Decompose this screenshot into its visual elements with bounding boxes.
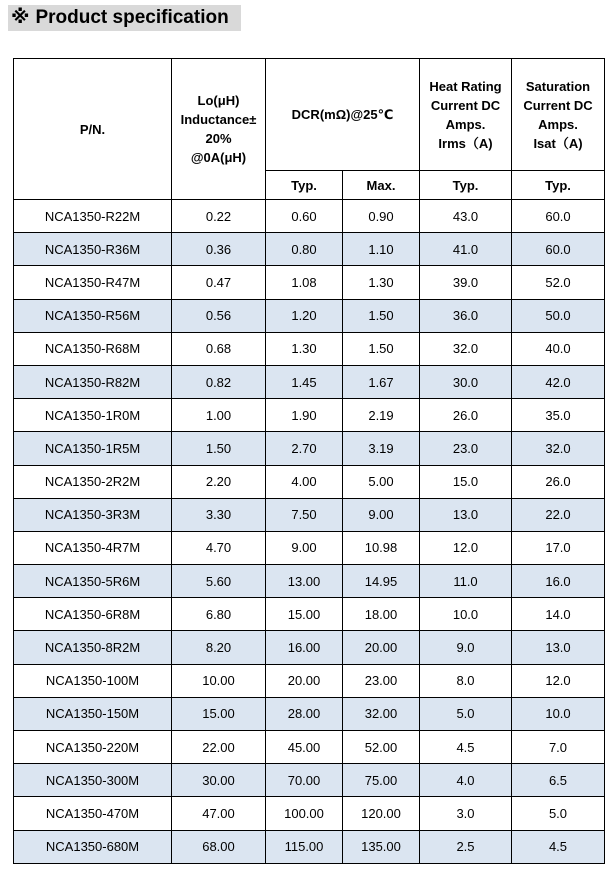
cell-dcr-typ: 70.00	[266, 764, 343, 797]
cell-dcr-max: 5.00	[343, 465, 420, 498]
cell-irms: 32.0	[420, 332, 512, 365]
cell-dcr-typ: 1.20	[266, 299, 343, 332]
cell-isat: 40.0	[512, 332, 605, 365]
spec-table-body	[14, 200, 605, 864]
cell-dcr-max: 9.00	[343, 498, 420, 531]
cell-dcr-max: 1.10	[343, 233, 420, 266]
cell-dcr-typ: 16.00	[266, 631, 343, 664]
table-row	[14, 365, 605, 398]
cell-dcr-max: 1.50	[343, 299, 420, 332]
section-title	[8, 5, 229, 31]
cell-isat: 6.5	[512, 764, 605, 797]
subheader-dcr-max: Max.	[343, 171, 420, 200]
cell-isat: 50.0	[512, 299, 605, 332]
cell-pn: NCA1350-R82M	[14, 365, 172, 398]
cell-irms: 13.0	[420, 498, 512, 531]
header-inductance: Lo(μH) Inductance± 20% @0A(μH)	[172, 59, 266, 200]
cell-inductance: 47.00	[172, 797, 266, 830]
table-row	[14, 830, 605, 863]
cell-dcr-typ: 1.45	[266, 365, 343, 398]
cell-dcr-typ: 1.30	[266, 332, 343, 365]
cell-pn: NCA1350-R56M	[14, 299, 172, 332]
header-row	[14, 59, 605, 171]
cell-dcr-typ: 1.08	[266, 266, 343, 299]
cell-pn: NCA1350-R22M	[14, 200, 172, 233]
cell-inductance: 0.47	[172, 266, 266, 299]
cell-dcr-typ: 0.60	[266, 200, 343, 233]
table-row	[14, 697, 605, 730]
cell-inductance: 0.22	[172, 200, 266, 233]
table-row	[14, 498, 605, 531]
cell-inductance: 0.36	[172, 233, 266, 266]
header-heat-rating: Heat Rating Current DC Amps. Irms（A)	[420, 59, 512, 171]
cell-dcr-max: 135.00	[343, 830, 420, 863]
table-row	[14, 764, 605, 797]
cell-pn: NCA1350-5R6M	[14, 565, 172, 598]
cell-inductance: 1.00	[172, 399, 266, 432]
cell-inductance: 1.50	[172, 432, 266, 465]
cell-irms: 30.0	[420, 365, 512, 398]
cell-pn: NCA1350-8R2M	[14, 631, 172, 664]
cell-pn: NCA1350-3R3M	[14, 498, 172, 531]
cell-dcr-typ: 4.00	[266, 465, 343, 498]
cell-isat: 13.0	[512, 631, 605, 664]
cell-isat: 16.0	[512, 565, 605, 598]
cell-dcr-typ: 0.80	[266, 233, 343, 266]
cell-inductance: 5.60	[172, 565, 266, 598]
cell-inductance: 68.00	[172, 830, 266, 863]
cell-inductance: 22.00	[172, 731, 266, 764]
cell-isat: 26.0	[512, 465, 605, 498]
cell-dcr-max: 120.00	[343, 797, 420, 830]
cell-irms: 36.0	[420, 299, 512, 332]
cell-dcr-typ: 7.50	[266, 498, 343, 531]
cell-isat: 52.0	[512, 266, 605, 299]
table-row	[14, 465, 605, 498]
cell-dcr-max: 0.90	[343, 200, 420, 233]
cell-dcr-max: 75.00	[343, 764, 420, 797]
cell-pn: NCA1350-150M	[14, 697, 172, 730]
cell-dcr-typ: 28.00	[266, 697, 343, 730]
cell-dcr-typ: 1.90	[266, 399, 343, 432]
cell-pn: NCA1350-1R0M	[14, 399, 172, 432]
table-row	[14, 531, 605, 564]
table-row	[14, 631, 605, 664]
cell-dcr-typ: 13.00	[266, 565, 343, 598]
cell-irms: 12.0	[420, 531, 512, 564]
cell-dcr-typ: 20.00	[266, 664, 343, 697]
table-row	[14, 233, 605, 266]
cell-isat: 42.0	[512, 365, 605, 398]
cell-dcr-max: 14.95	[343, 565, 420, 598]
cell-isat: 12.0	[512, 664, 605, 697]
cell-pn: NCA1350-R68M	[14, 332, 172, 365]
cell-dcr-max: 10.98	[343, 531, 420, 564]
table-row	[14, 399, 605, 432]
cell-dcr-typ: 45.00	[266, 731, 343, 764]
cell-inductance: 3.30	[172, 498, 266, 531]
header-saturation: Saturation Current DC Amps. Isat（A)	[512, 59, 605, 171]
cell-pn: NCA1350-1R5M	[14, 432, 172, 465]
reference-mark-icon: ※	[11, 7, 30, 28]
cell-irms: 2.5	[420, 830, 512, 863]
table-row	[14, 565, 605, 598]
cell-inductance: 10.00	[172, 664, 266, 697]
product-spec-table	[13, 58, 605, 864]
cell-dcr-max: 2.19	[343, 399, 420, 432]
cell-dcr-typ: 15.00	[266, 598, 343, 631]
cell-dcr-max: 32.00	[343, 697, 420, 730]
cell-irms: 3.0	[420, 797, 512, 830]
cell-dcr-max: 3.19	[343, 432, 420, 465]
cell-isat: 60.0	[512, 200, 605, 233]
cell-isat: 5.0	[512, 797, 605, 830]
cell-irms: 8.0	[420, 664, 512, 697]
cell-pn: NCA1350-220M	[14, 731, 172, 764]
cell-pn: NCA1350-100M	[14, 664, 172, 697]
cell-pn: NCA1350-300M	[14, 764, 172, 797]
cell-dcr-max: 18.00	[343, 598, 420, 631]
cell-inductance: 0.56	[172, 299, 266, 332]
cell-dcr-max: 23.00	[343, 664, 420, 697]
table-row	[14, 731, 605, 764]
cell-irms: 10.0	[420, 598, 512, 631]
cell-isat: 17.0	[512, 531, 605, 564]
cell-isat: 35.0	[512, 399, 605, 432]
header-pn: P/N.	[14, 59, 172, 200]
cell-isat: 7.0	[512, 731, 605, 764]
cell-dcr-max: 1.67	[343, 365, 420, 398]
cell-irms: 11.0	[420, 565, 512, 598]
cell-irms: 4.5	[420, 731, 512, 764]
table-row	[14, 299, 605, 332]
cell-dcr-max: 20.00	[343, 631, 420, 664]
cell-irms: 4.0	[420, 764, 512, 797]
cell-dcr-max: 1.50	[343, 332, 420, 365]
table-row	[14, 266, 605, 299]
table-row	[14, 332, 605, 365]
cell-pn: NCA1350-470M	[14, 797, 172, 830]
cell-isat: 4.5	[512, 830, 605, 863]
table-row	[14, 200, 605, 233]
cell-isat: 10.0	[512, 697, 605, 730]
table-row	[14, 797, 605, 830]
cell-inductance: 0.82	[172, 365, 266, 398]
cell-dcr-typ: 115.00	[266, 830, 343, 863]
cell-dcr-typ: 2.70	[266, 432, 343, 465]
cell-irms: 43.0	[420, 200, 512, 233]
cell-isat: 60.0	[512, 233, 605, 266]
cell-inductance: 6.80	[172, 598, 266, 631]
subheader-sat-typ: Typ.	[512, 171, 605, 200]
cell-irms: 15.0	[420, 465, 512, 498]
cell-pn: NCA1350-680M	[14, 830, 172, 863]
cell-pn: NCA1350-2R2M	[14, 465, 172, 498]
cell-irms: 41.0	[420, 233, 512, 266]
cell-inductance: 4.70	[172, 531, 266, 564]
cell-inductance: 30.00	[172, 764, 266, 797]
table-row	[14, 432, 605, 465]
cell-isat: 14.0	[512, 598, 605, 631]
cell-inductance: 2.20	[172, 465, 266, 498]
cell-irms: 26.0	[420, 399, 512, 432]
cell-dcr-max: 1.30	[343, 266, 420, 299]
cell-inductance: 15.00	[172, 697, 266, 730]
section-title-text: Product specification	[35, 7, 229, 28]
cell-pn: NCA1350-6R8M	[14, 598, 172, 631]
cell-pn: NCA1350-R36M	[14, 233, 172, 266]
cell-pn: NCA1350-R47M	[14, 266, 172, 299]
cell-dcr-typ: 9.00	[266, 531, 343, 564]
cell-dcr-max: 52.00	[343, 731, 420, 764]
cell-dcr-typ: 100.00	[266, 797, 343, 830]
cell-irms: 39.0	[420, 266, 512, 299]
cell-isat: 32.0	[512, 432, 605, 465]
cell-irms: 5.0	[420, 697, 512, 730]
cell-irms: 23.0	[420, 432, 512, 465]
cell-pn: NCA1350-4R7M	[14, 531, 172, 564]
cell-inductance: 0.68	[172, 332, 266, 365]
table-row	[14, 664, 605, 697]
cell-isat: 22.0	[512, 498, 605, 531]
cell-irms: 9.0	[420, 631, 512, 664]
subheader-dcr-typ: Typ.	[266, 171, 343, 200]
cell-inductance: 8.20	[172, 631, 266, 664]
table-row	[14, 598, 605, 631]
subheader-heat-typ: Typ.	[420, 171, 512, 200]
header-dcr: DCR(mΩ)@25℃	[266, 59, 420, 171]
